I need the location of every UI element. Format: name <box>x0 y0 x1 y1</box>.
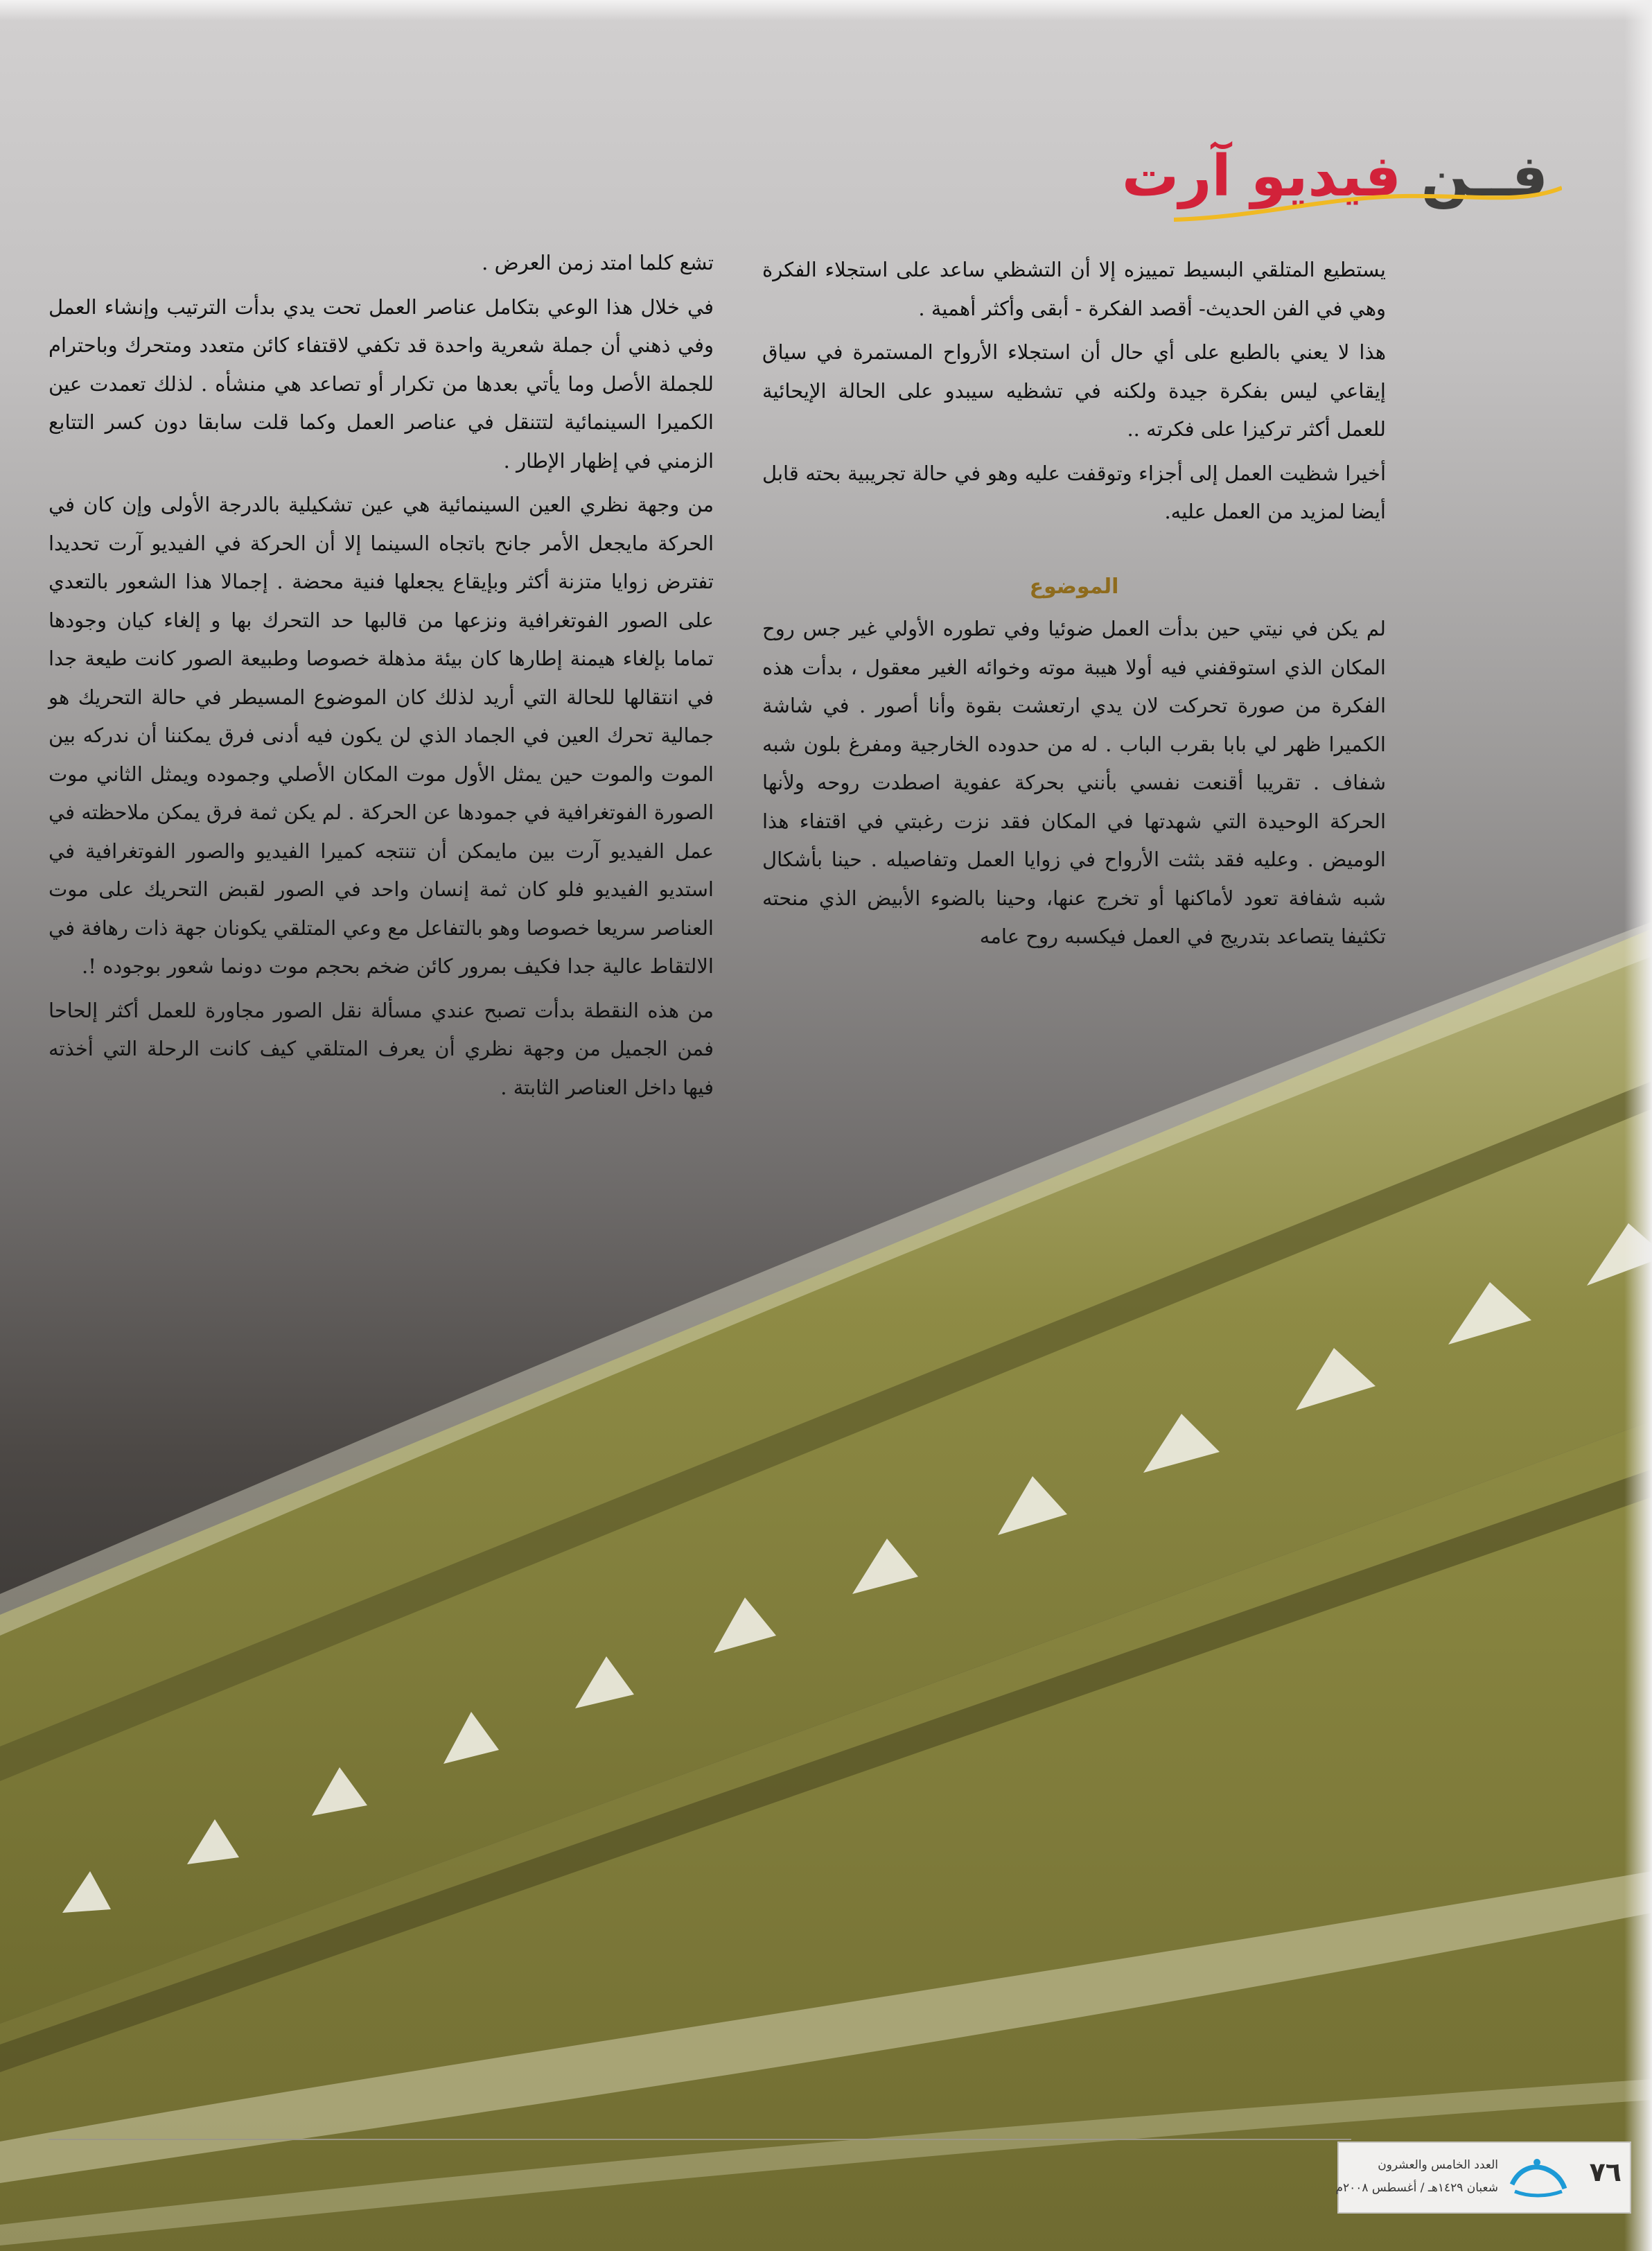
scan-edge <box>0 0 1652 21</box>
paragraph: من هذه النقطة بدأت تصبح عندي مسألة نقل الصور مجاورة للعمل أكثر إلحاحا فمن الجميل من وجهة نظري أن يعرف المتلقي كيف كانت الرحلة التي أخذته فيها داخل العناصر الثابتة . <box>49 998 714 1099</box>
paragraph: من وجهة نظري العين السينمائية هي عين تشكيلية بالدرجة الأولى وإن كان في الحركة مايجعل الأمر جانح باتجاه السينما إلا أن الحركة في الفيديو آرت تحديدا تفترض زوايا متزنة أكثر وبإيقاع يجعلها فنية محضة . إجمالا هذا الشعور بالتعدي على الصور الفوتغرافية ونزعها من قالبها حد التحرك بها و إلغاء كيان وجودها تماما بإلغاء هيمنة إطارها كان بيئة مذهلة خصوصا وطبيعة الصور كانت طيعة جدا في انتقالها للحالة التي أريد لذلك كان الموضوع المسيطر في حالة التحريك هو جمالية تحرك العين في الجماد الذي لن يكون فيه أدنى فرق يمكننا أن ندركه بين الموت والموت حين يمثل الأول موت المكان الأصلي وجموده ويمثل الثاني موت الصورة الفوتغرافية في جمودها عن الحركة . لم يكن ثمة فرق يمكن ملاحظته في عمل الفيديو آرت بين مايمكن أن تنتجه كميرا الفيديو والصور الفوتغرافية في استديو الفيديو فلو كان ثمة إنسان واحد في الصور لقبض التحريك على موت العناصر سريعا خصوصا وهو بالتفاعل مع وعي المتلقي يكونان جهة ذات رهافة في الالتقاط عالية جدا فكيف بمرور كائن ضخم بحجم موت دونما شعور بوجوده !. <box>49 493 714 978</box>
page-footer <box>1337 2141 1631 2214</box>
issue-number: العدد الخامس والعشرون <box>1378 2158 1498 2172</box>
left-column <box>49 244 714 1112</box>
right-column <box>762 251 1386 962</box>
paragraph: لم يكن في نيتي حين بدأت العمل ضوئيا وفي تطوره الأولي غير جس روح المكان الذي استوقفني فيه أولا هيبة موته وخوائه الغير معقول ، بدأت هذه الفكرة من صورة تحركت لان يدي ارتعشت بقوة وأنا أصور . في شاشة الكميرا ظهر لي بابا بقرب الباب . له من حدوده الخارجية ومفرغ بلون شبه شفاف . تقريبا أقنعت نفسي بأنني بحركة عفوية اصطدت روحه ولأنها الحركة الوحيدة التي شهدتها في المكان فقد نزت رغبتي في اقتفاء هذا الوميض . وعليه فقد بثثت الأرواح في زوايا العمل وتفاصيله . حينا بأشكال شبه شفافة تعود لأماكنها أو تخرج عنها، وحينا بالضوء الأبيض الذي منحته تكثيفا يتصاعد بتدريج في العمل فيكسبه روح عامه <box>762 617 1386 948</box>
title-swoosh <box>1174 184 1562 225</box>
issue-date: شعبان ١٤٢٩هـ / أغسطس ٢٠٠٨م <box>1335 2181 1498 2195</box>
paragraph: أخيرا شظيت العمل إلى أجزاء وتوقفت عليه وهو في حالة تجريبية بحته قابل أيضا لمزيد من العمل عليه. <box>762 461 1386 523</box>
footer-rule <box>49 2139 1351 2140</box>
page-number: ٧٦ <box>1589 2157 1622 2187</box>
magazine-logo <box>1505 2148 1569 2204</box>
paragraph: يستطيع المتلقي البسيط تمييزه إلا أن التشظي ساعد على استجلاء الفكرة وهي في الفن الحديث- أقصد الفكرة - أبقى وأكثر أهمية . <box>762 258 1386 320</box>
title-part1: فــن <box>1421 143 1548 209</box>
section-heading: الموضوع <box>1029 574 1119 599</box>
title-part2: فيديو آرت <box>1121 143 1401 209</box>
scan-edge-right <box>1624 0 1652 2251</box>
paragraph: هذا لا يعني بالطبع على أي حال أن استجلاء الأرواح المستمرة في سياق إيقاعي ليس بفكرة جيدة ولكنه في تشظيه سيبدو على الحالة الإيحائية للعمل أكثر تركيزا على فكرته .. <box>762 340 1386 441</box>
paragraph: في خلال هذا الوعي بتكامل عناصر العمل تحت يدي بدأت الترتيب وإنشاء العمل وفي ذهني أن جملة شعرية واحدة قد تكفي لاقتفاء كائن متعدد ومتحرك وباحترام للجملة الأصل وما يأتي بعدها من تكرار أو تصاعد هي منشأه . لذلك تعمدت عين الكميرا السينمائية لتتنقل في عناصر العمل وكما قلت سابقا دون كسر التتابع الزمني في إظهار الإطار . <box>49 295 714 473</box>
paragraph: تشع كلما امتد زمن العرض . <box>482 251 714 274</box>
